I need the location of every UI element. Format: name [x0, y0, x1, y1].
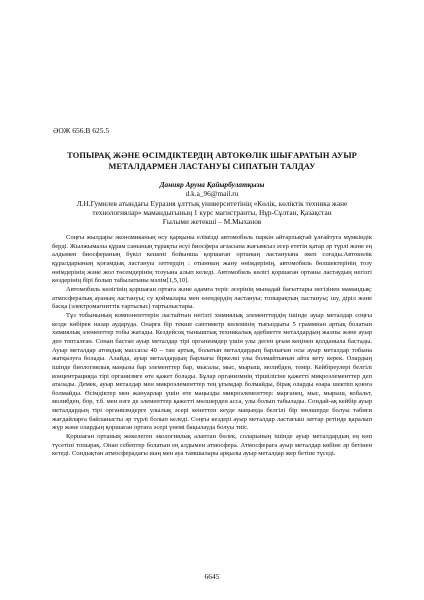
udc-code: ӘОЖ 656.В 625.5: [53, 126, 110, 135]
paragraph: Қоршаған ортаның жекелеген экологиялық алаптан бөлек, соларының ішінде ауыр металдардың ең көп түсетіні топырақ. Онан себептер болатын ең алдымен атмосфера. Атмосфераға ауыр металдар көбіне әр бетінен кетеді. Сондықтан атмосферадағы шаң мен ауа тамшылары арқылы ауыр металдар жер бетіне түседі.: [52, 433, 372, 458]
supervisor: Ғылыми жетекші – М.Мыханов: [162, 217, 262, 227]
author-name: Данияр Аруна Қайырбулатқызы: [159, 180, 265, 189]
page-number: 6645: [204, 572, 220, 581]
paragraph: Автомобиль көлігінің қоршаған ортаға және адамға теріс әсерінің мынадай бағыттары негізінен мамандық: атмосфералық ауаның ластануы; су қоймалары мен өзендердің ластануы; топырақтың ластануы; шу, діріл және басқа (электромагниттік тартылыс) тартылыстары.: [52, 285, 372, 311]
author-email: d.k.a_96@mail.ru: [185, 189, 239, 199]
title-line-1: ТОПЫРАҚ ЖӘНЕ ӨСІМДІКТЕРДІҢ АВТОКӨЛІК ШЫҒАРАТЫН АУЫР: [67, 151, 357, 160]
article-body: [52, 234, 372, 459]
paragraph: Тұз тобынының компоненттерін ластайтын негізгі химиялық элементтердің ішінде ауыр металдар соңғы кезде көбірек назар аударуда. Оларға бір текше сантиметр көлемінің тығыздығы 5 граммнан артық болатын химиялық элементтер тобы жатады. Кездейсоқ тыныштық техникалық әдебиетте металдардың жалпы және ауыр деп топталған. Сонан бастап ауыр металдар тірі организмдер үшін улы деген ұғым кеңінен қолданыла бастады. Ауыр металдар атомдық массасы 40 – тан артық, болатын металдардың барлығын осы ауыр металдар тобына жатқызуға болады. Алайда, ауыр металдардың барлығы біркелкі улы болмайтынын айта кету керек. Олардың ішінде биологиялық маңызы бар элементтер бар, мысалы, мыс, мырыш, молибден, темір. Кейбіреулері белгілі концентрацияда тірі организмге өте қажет болады. Бұлар организмнің тіршілігіне қажетті микроэлементтер деп аталады. Демек, ауыр металдар мен микроэлементтер тең ұғымдар болмайды, бірақ оларды өзара шектеп қоюға болмайды. Өсімдіктер мен жануарлар үшін өте маңызды микроэлементтер: марганец, мыс, мырыш, кобальт, молибден, бор, т.б. мен өзге де элементтер қажетті мөлшерден асса, улы болып табылады. Сондай-ақ кейбір ауыр металдардың тірі организмдерге улылық әсері кенеттен кеуде маңында белгілі бір мөлшерде болуы табиғи жағдайларға байланысты әр түрлі болып келеді. Соңғы кездері ауыр металдар ластағыш заттар ретінде қаралып жүр және олардың қоршаған ортаға әсері үнемі бақылауда болуы тиіс.: [52, 311, 372, 432]
title-line-2: МЕТАЛДАРМЕН ЛАСТАНУЫ СИПАТЫН ТАЛДАУ: [108, 162, 316, 171]
paragraph: Соңғы жылдары экономиканың өсу қарқыны елімізді автомобиль паркін айтарлықтай ұлғайтуға мүмкіндік берді. Жылжымалы құрам санының тұрақты өсуі биосфера ағзасына жағымсыз әсер ететін қатар әр түрлі және ең алдымен биосфераның бүкіл кешені бойынша қоршаған ортаның ластануына әкеп соғады.Автокөлік құралдарының қоғамдық ластануы зәттердің : отынның жану өнімдерінің, автомобиль бөлшектерінің тозу өнімдерінің және жол төсемдерінің тозуына алып келеді. Автомобиль көлігі қоршаған ортаны ластаудың негізгі көздерінің бірі болып табылатыны мәлім[1,5,10].: [52, 234, 372, 285]
article-title: [50, 150, 374, 172]
author-block: [50, 180, 374, 226]
author-affiliation-line-2: технологиялар» мамандығының 1 курс магистранты, Нұр-Сұлтан, Қазақстан: [92, 207, 332, 217]
author-affiliation-line-1: Л.Н.Гумилев атындағы Еуразия ұлттық университетінің «Көлік, көліктік техника және: [76, 198, 348, 208]
